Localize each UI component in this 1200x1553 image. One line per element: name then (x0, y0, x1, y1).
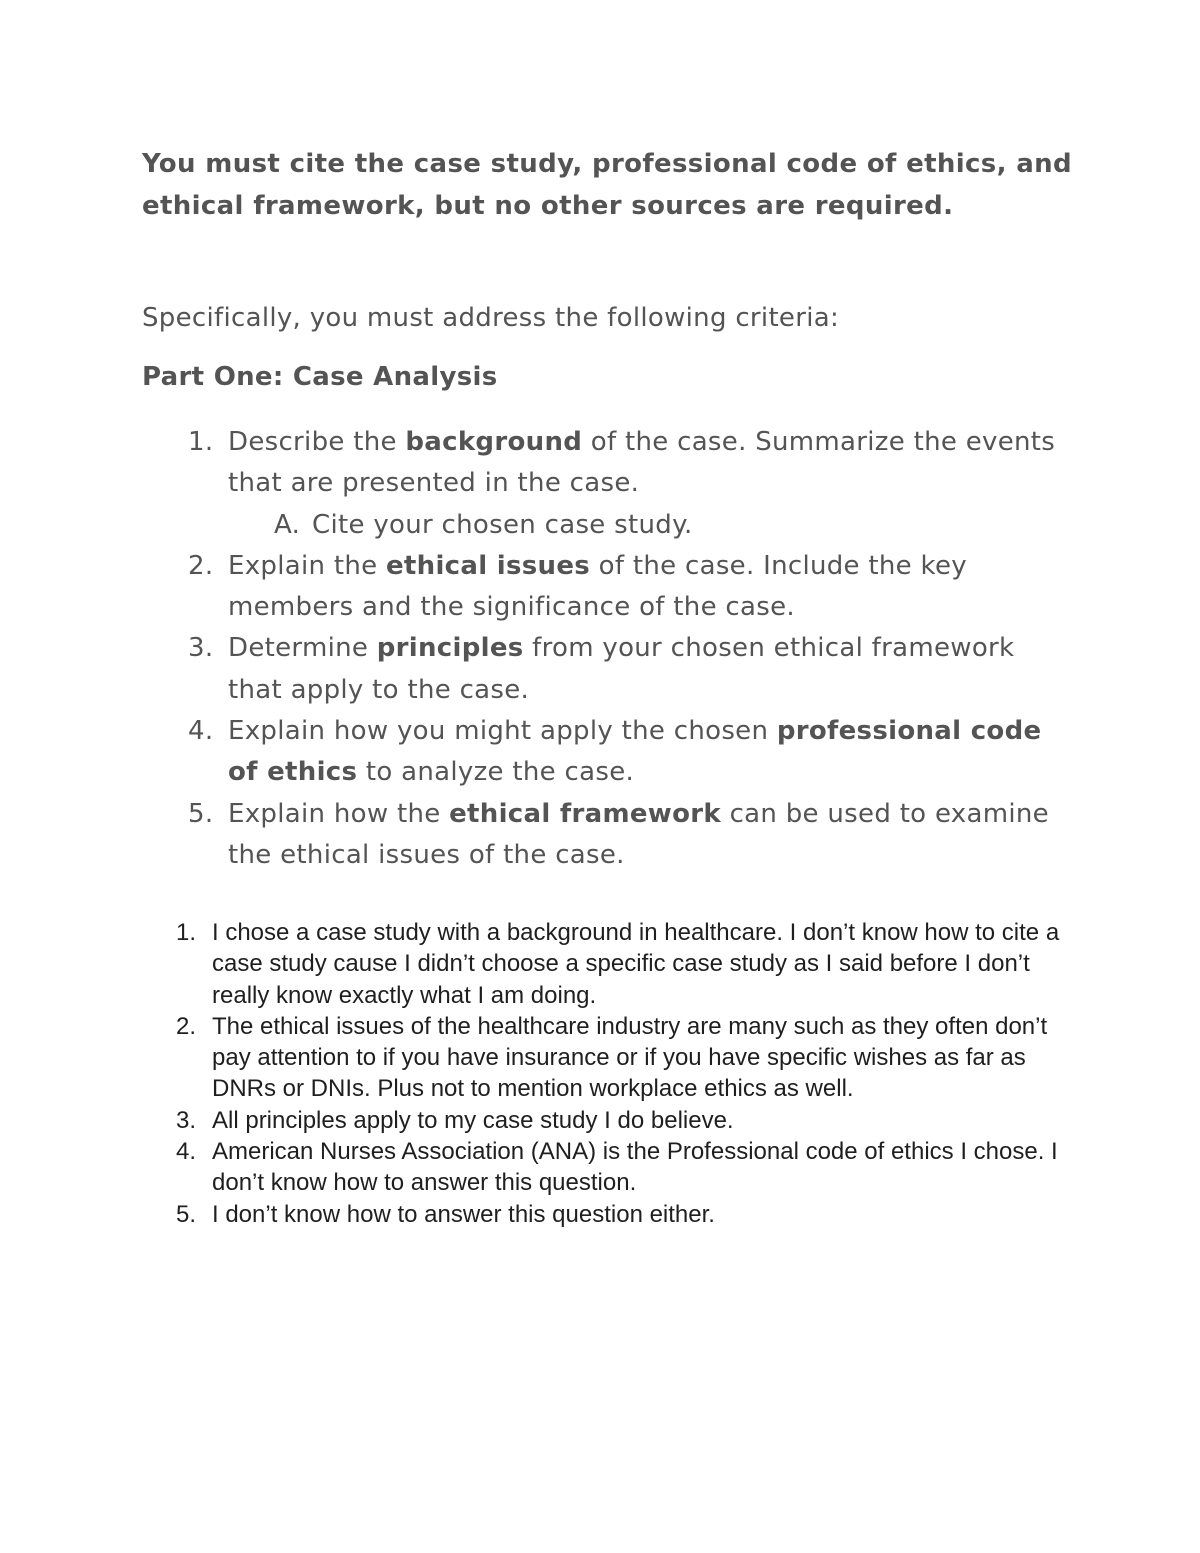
answer-number: 5. (176, 1200, 197, 1228)
criteria-number: 1. (188, 427, 214, 457)
criteria-keyword: ethical framework (449, 798, 721, 829)
criteria-text: Explain the (228, 550, 386, 581)
answer-number: 1. (176, 919, 197, 946)
answer-number: 2. (176, 1012, 197, 1040)
part-heading: Part One: Case Analysis (142, 362, 498, 392)
criteria-text: Describe the (228, 427, 406, 457)
criteria-list (142, 422, 1062, 876)
answer-text: American Nurses Association (ANA) is the Professional code of ethics I chose. I don’t know how to answer this question. (212, 1138, 1058, 1197)
answer-item (142, 1105, 1072, 1136)
criteria-keyword: background (405, 427, 583, 457)
criteria-subitem-text: Cite your chosen case study. (312, 509, 693, 540)
answer-text: I don’t know how to answer this question either. (212, 1200, 715, 1228)
answer-text: The ethical issues of the healthcare industry are many such as they often don’t pay attention to if you have insurance or if you have specific wishes as far as DNRs or DNIs. Plus not to mention workplace ethics as well. (212, 1012, 1048, 1103)
criteria-item (142, 546, 1062, 629)
answer-item (142, 1011, 1072, 1105)
criteria-lead: Specifically, you must address the following criteria: (142, 303, 840, 333)
criteria-text: from your chosen ethical framework that apply to the case. (228, 633, 1015, 705)
criteria-number: 3. (188, 633, 214, 664)
criteria-number: 5. (188, 798, 214, 829)
answer-number: 3. (176, 1106, 197, 1134)
criteria-keyword: professional code of ethics (228, 716, 1042, 788)
criteria-item (142, 628, 1062, 711)
criteria-number: 2. (188, 550, 214, 581)
answer-text: All principles apply to my case study I do believe. (212, 1106, 734, 1134)
criteria-number: 4. (188, 716, 214, 747)
criteria-text: Determine (228, 633, 377, 664)
answer-item (142, 1199, 1072, 1230)
criteria-subitem (142, 505, 1062, 546)
criteria-item (142, 711, 1062, 794)
criteria-text: Explain how the (228, 798, 450, 829)
criteria-text: to analyze the case. (357, 757, 635, 788)
answer-text: I chose a case study with a background in healthcare. I don’t know how to cite a case study cause I didn’t choose a specific case study as I said before I don’t really know exactly what I am doing. (212, 919, 1060, 1009)
criteria-item (142, 422, 1062, 505)
criteria-text: can be used to examine the ethical issues of the case. (228, 798, 1049, 870)
criteria-text: Explain how you might apply the chosen (228, 716, 777, 747)
answers-list (142, 917, 1072, 1230)
criteria-text: of the case. Include the key members and the significance of the case. (228, 550, 967, 623)
criteria-keyword: ethical issues (385, 550, 591, 581)
criteria-text: of the case. Summarize the events that are presented in the case. (228, 427, 1056, 499)
intro-paragraph: You must cite the case study, professional code of ethics, and ethical framework, but no other sources are required. (142, 149, 1072, 221)
answer-item (142, 1136, 1072, 1199)
answer-number: 4. (176, 1138, 197, 1166)
answer-item (142, 917, 1072, 1011)
criteria-subitem-letter: A. (274, 509, 301, 540)
criteria-item (142, 794, 1062, 877)
criteria-keyword: principles (376, 633, 524, 664)
